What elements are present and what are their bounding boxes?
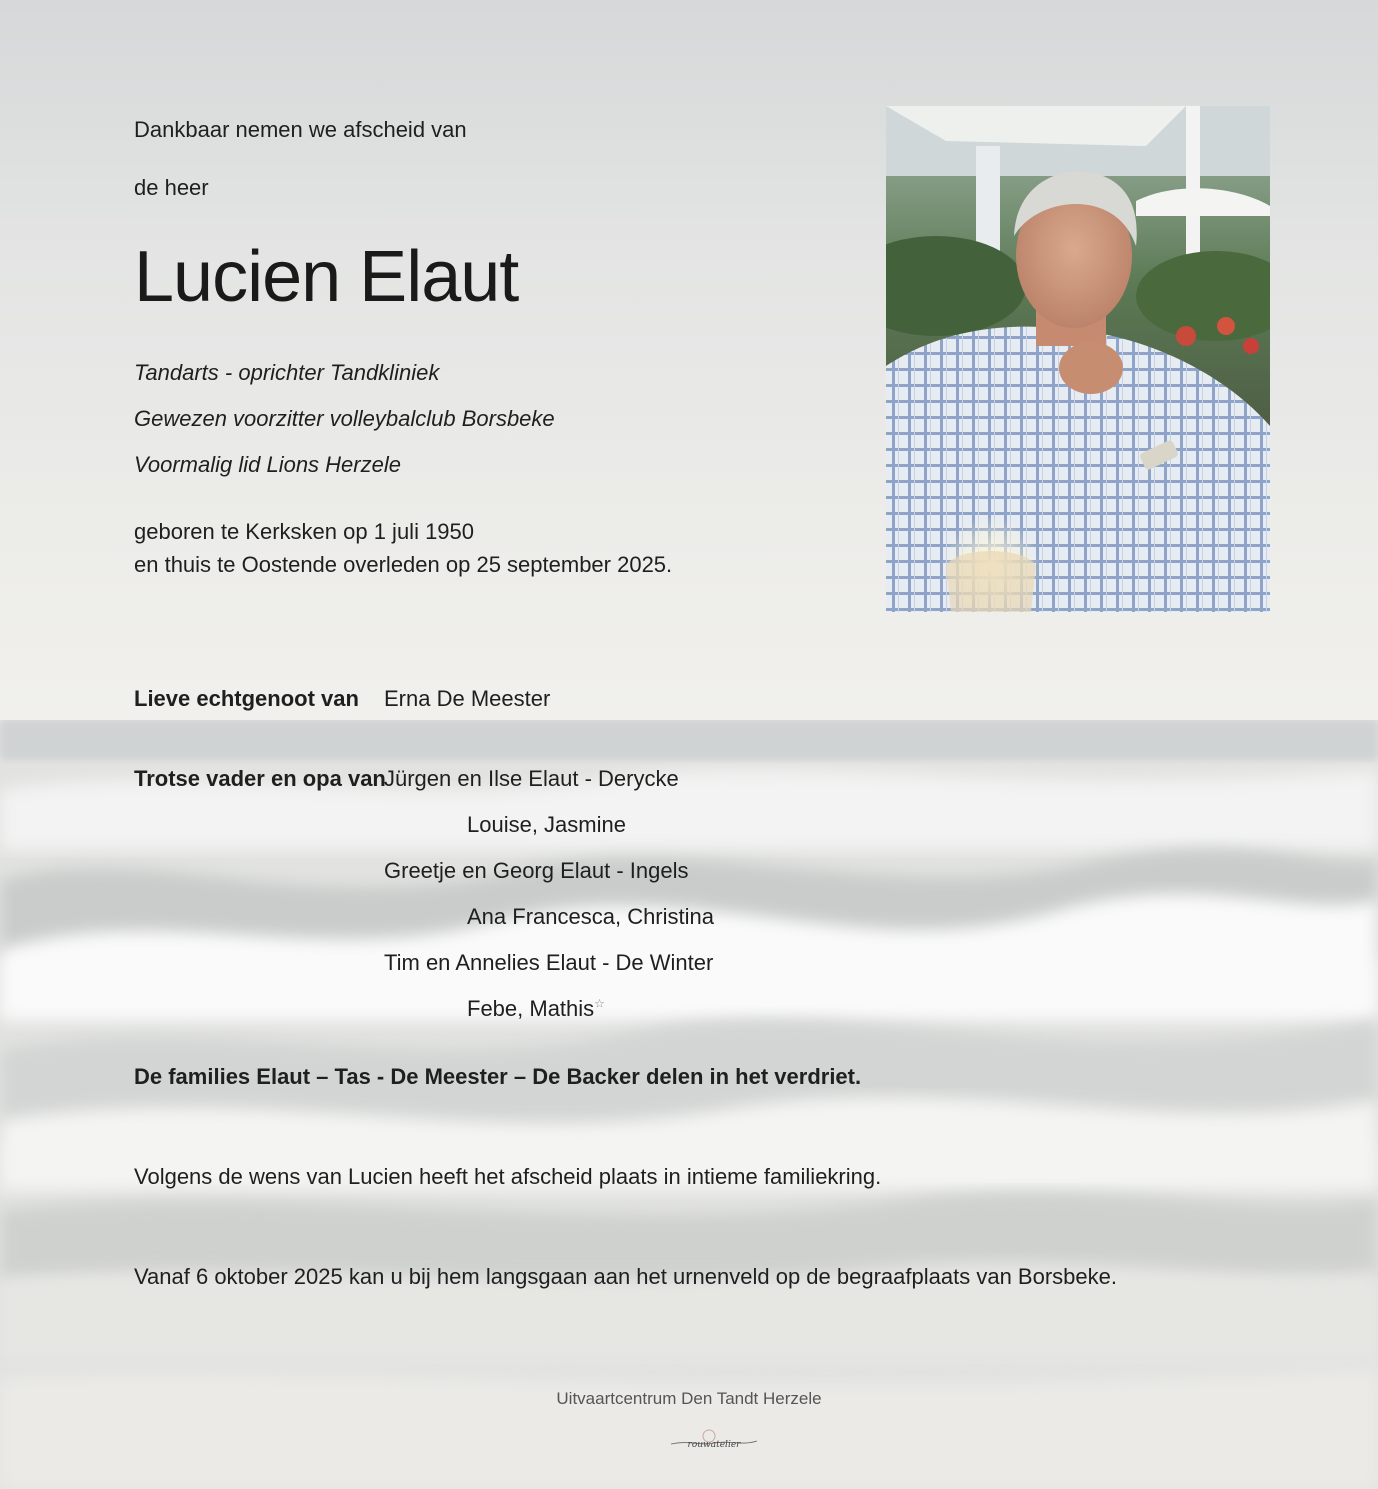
- urn-field-notice: Vanaf 6 oktober 2025 kan u bij hem langsgaan aan het urnenveld op de begraafplaats van Borsbeke.: [134, 1264, 1117, 1289]
- spouse-name: Erna De Meester: [384, 686, 551, 711]
- family-grandchildren: Louise, Jasmine: [467, 812, 626, 837]
- deceased-name: Lucien Elaut: [134, 237, 519, 317]
- birth-line: geboren te Kerksken op 1 juli 1950: [134, 519, 475, 544]
- logo-text: rouwatelier: [687, 1440, 741, 1450]
- spouse-label: Lieve echtgenoot van: [134, 686, 359, 711]
- title-line: Voormalig lid Lions Herzele: [134, 452, 401, 477]
- rouwatelier-logo: [669, 1428, 759, 1456]
- death-line: en thuis te Oostende overleden op 25 september 2025.: [134, 552, 673, 577]
- portrait-photo: [886, 106, 1270, 612]
- star-icon: ☆: [594, 996, 605, 1011]
- grandchildren-names: Febe, Mathis: [467, 996, 595, 1021]
- title-line: Tandarts - oprichter Tandkliniek: [134, 360, 440, 385]
- family-grandchildren: [467, 996, 605, 1022]
- ceremony-notice: Volgens de wens van Lucien heeft het afscheid plaats in intieme familiekring.: [134, 1164, 882, 1189]
- family-parents: Greetje en Georg Elaut - Ingels: [384, 858, 689, 883]
- family-grandchildren: Ana Francesca, Christina: [467, 904, 714, 929]
- family-parents: Tim en Annelies Elaut - De Winter: [384, 950, 714, 975]
- children-label: Trotse vader en opa van: [134, 766, 386, 791]
- family-parents: Jürgen en Ilse Elaut - Derycke: [384, 766, 679, 791]
- title-line: Gewezen voorzitter volleybalclub Borsbeke: [134, 406, 555, 431]
- funeral-home: Uitvaartcentrum Den Tandt Herzele: [556, 1389, 822, 1408]
- intro-line: Dankbaar nemen we afscheid van: [134, 117, 467, 142]
- families-line: De families Elaut – Tas - De Meester – De Backer delen in het verdriet.: [134, 1064, 862, 1089]
- salutation: de heer: [134, 175, 209, 200]
